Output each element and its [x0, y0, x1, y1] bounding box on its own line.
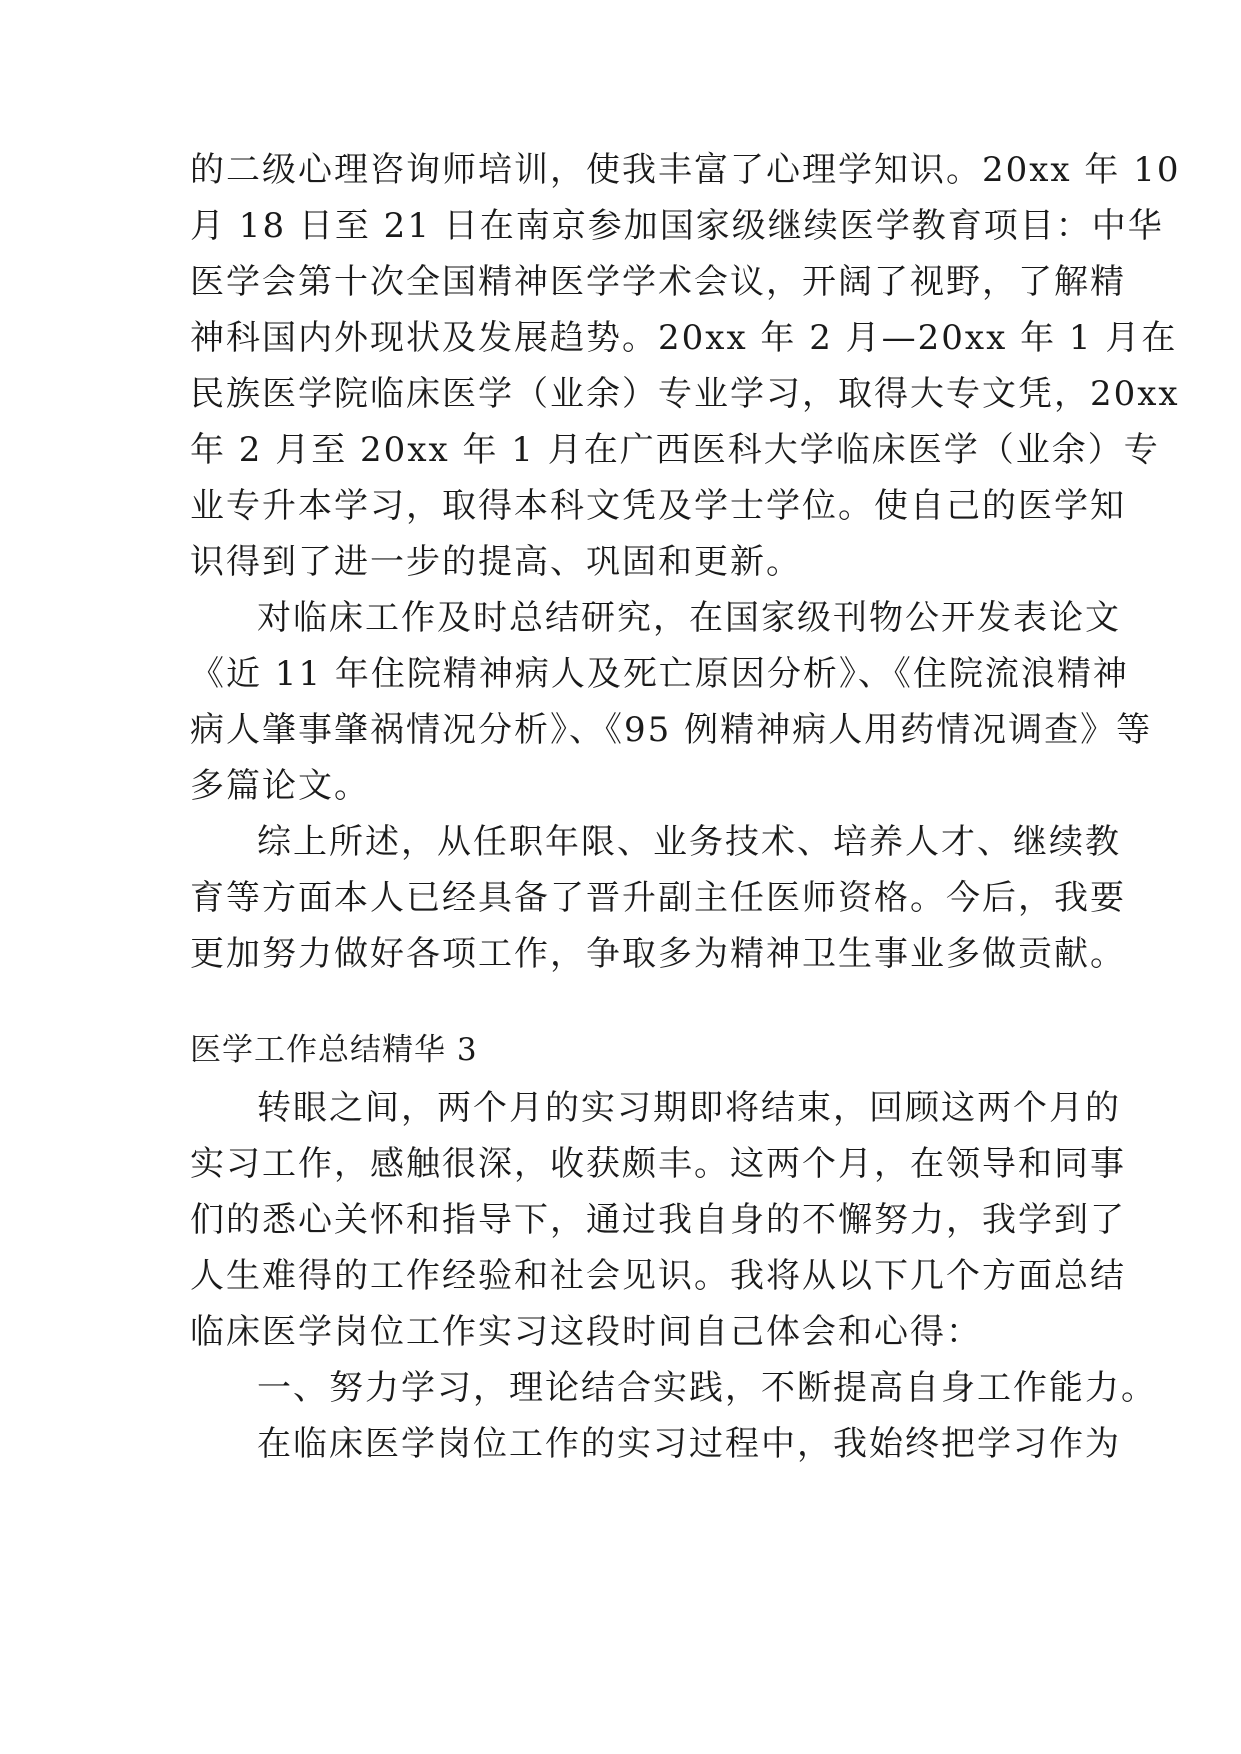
text-line: 多篇论文。 — [190, 766, 370, 806]
text-line: 月 18 日至 21 日在南京参加国家级继续医学教育项目：中华 — [190, 206, 1164, 246]
text-line: 业专升本学习，取得本科文凭及学士学位。使自己的医学知 — [190, 486, 1126, 526]
text-line: 临床医学岗位工作实习这段时间自己体会和心得： — [190, 1312, 982, 1352]
text-line: 年 2 月至 20xx 年 1 月在广西医科大学临床医学（业余）专 — [190, 430, 1160, 470]
text-line: 民族医学院临床医学（业余）专业学习，取得大专文凭，20xx — [190, 374, 1180, 414]
text-line: 们的悉心关怀和指导下，通过我自身的不懈努力，我学到了 — [190, 1200, 1126, 1240]
text-line: 育等方面本人已经具备了晋升副主任医师资格。今后，我要 — [190, 878, 1126, 918]
text-line: 神科国内外现状及发展趋势。20xx 年 2 月—20xx 年 1 月在 — [190, 318, 1178, 358]
paragraph-first-line: 综上所述，从任职年限、业务技术、培养人才、继续教 — [257, 822, 1121, 862]
text-line: 的二级心理咨询师培训，使我丰富了心理学知识。20xx 年 10 — [190, 150, 1181, 190]
paragraph-first-line: 对临床工作及时总结研究，在国家级刊物公开发表论文 — [257, 598, 1121, 638]
text-line: 《近 11 年住院精神病人及死亡原因分析》、《住院流浪精神 — [190, 654, 1129, 694]
paragraph-first-line: 转眼之间，两个月的实习期即将结束，回顾这两个月的 — [257, 1088, 1121, 1128]
subheading-line: 一、努力学习，理论结合实践，不断提高自身工作能力。 — [257, 1368, 1157, 1408]
text-line: 医学会第十次全国精神医学学术会议，开阔了视野，了解精 — [190, 262, 1126, 302]
paragraph-first-line: 在临床医学岗位工作的实习过程中，我始终把学习作为 — [257, 1424, 1121, 1464]
text-line: 识得到了进一步的提高、巩固和更新。 — [190, 542, 802, 582]
text-line: 人生难得的工作经验和社会见识。我将从以下几个方面总结 — [190, 1256, 1126, 1296]
text-line: 实习工作，感触很深，收获颇丰。这两个月，在领导和同事 — [190, 1144, 1126, 1184]
section-heading: 医学工作总结精华 3 — [190, 1032, 478, 1068]
text-line: 病人肇事肇祸情况分析》、《95 例精神病人用药情况调查》等 — [190, 710, 1153, 750]
text-line: 更加努力做好各项工作，争取多为精神卫生事业多做贡献。 — [190, 934, 1126, 974]
